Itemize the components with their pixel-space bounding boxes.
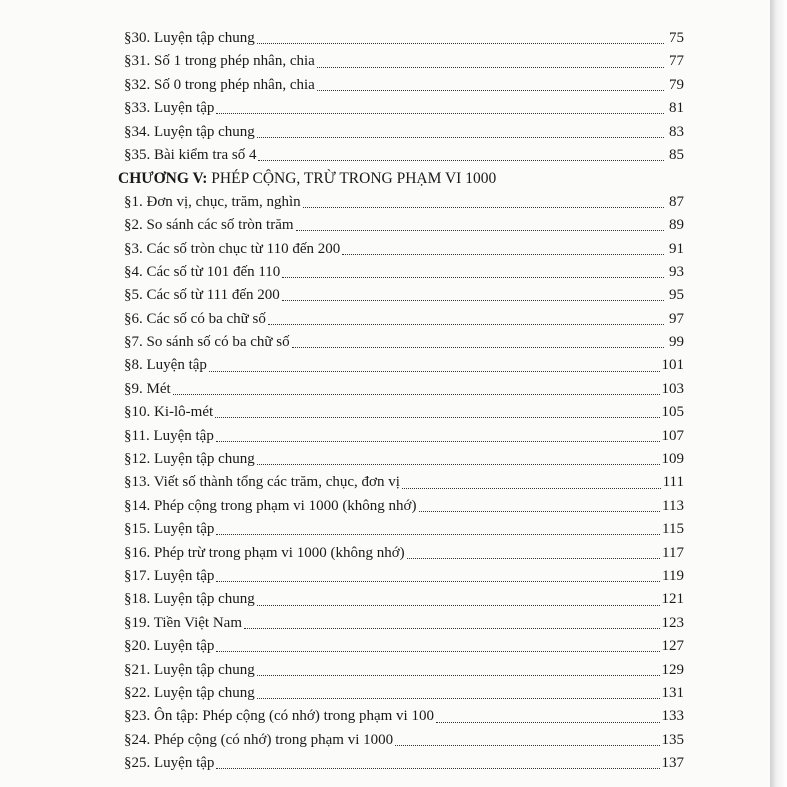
toc-entry [124,191,684,214]
dot-leader [257,464,660,465]
toc-entry-page-number: 111 [662,474,684,491]
toc-entry-page-number: 133 [661,708,684,725]
toc-entry [124,238,684,261]
dot-leader [395,745,659,746]
dot-leader [402,488,661,489]
toc-section-before [124,27,684,167]
chapter-prefix: CHƯƠNG V: [118,170,208,188]
toc-entry-page-number: 127 [661,638,684,655]
toc-entry-label: §18. Luyện tập chung [124,591,255,608]
dot-leader [419,511,661,512]
toc-entry-page-number: 129 [661,661,684,678]
toc-entry [124,752,684,775]
toc-entry-label: §22. Luyện tập chung [124,684,255,701]
toc-entry [124,729,684,752]
toc-entry [124,401,684,424]
toc-entry-page-number: 89 [669,217,684,234]
toc-entry-label: §17. Luyện tập [124,567,215,584]
toc-entry-page-number: 93 [669,263,684,280]
toc-entry-page-number: 79 [669,76,684,93]
toc-entry [124,214,684,237]
dot-leader [407,558,660,559]
toc-entry-label: §14. Phép cộng trong phạm vi 1000 (không nhớ) [124,497,417,514]
toc-entry-label: §5. Các số từ 111 đến 200 [124,287,280,304]
toc-entry [124,74,684,97]
toc-entry-label: §32. Số 0 trong phép nhân, chia [124,76,315,93]
chapter-heading [118,167,678,190]
dot-leader [257,675,660,676]
toc-entry [124,261,684,284]
dot-leader [216,534,660,535]
dot-leader [173,394,660,395]
toc-entry-label: §7. So sánh số có ba chữ số [124,334,290,351]
toc-entry [124,144,684,167]
dot-leader [292,347,664,348]
toc-entry [124,588,684,611]
toc-entry-label: §15. Luyện tập [124,521,215,538]
toc-entry-label: §12. Luyện tập chung [124,451,255,468]
toc-entry-label: §21. Luyện tập chung [124,661,255,678]
dot-leader [257,698,660,699]
toc-entry-page-number: 121 [661,591,684,608]
dot-leader [258,160,664,161]
dot-leader [282,300,664,301]
toc-entry [124,705,684,728]
dot-leader [282,277,664,278]
toc-entry [124,612,684,635]
toc-entry-page-number: 97 [669,310,684,327]
dot-leader [317,67,664,68]
dot-leader [296,230,664,231]
toc-entry-label: §11. Luyện tập [124,427,214,444]
toc-entry-page-number: 131 [661,684,684,701]
toc-entry [124,97,684,120]
dot-leader [268,324,664,325]
toc-entry-label: §19. Tiền Việt Nam [124,614,243,631]
toc-entry-page-number: 85 [669,146,684,163]
toc-entry-page-number: 105 [661,404,684,421]
page-edge-shadow [770,0,787,787]
dot-leader [215,417,659,418]
toc-entry-label: §9. Mét [124,380,171,397]
toc-entry [124,284,684,307]
dot-leader [317,90,664,91]
dot-leader [257,605,660,606]
toc-entry [124,682,684,705]
dot-leader [257,43,664,44]
toc-entry-page-number: 95 [669,287,684,304]
toc-entry-page-number: 87 [669,193,684,210]
toc-entry [124,308,684,331]
toc-entry-page-number: 77 [669,53,684,70]
dot-leader [216,581,660,582]
toc-entry-label: §35. Bài kiểm tra số 4 [124,146,257,163]
toc-entry-page-number: 75 [669,30,684,46]
toc-entry [124,542,684,565]
toc-section-after [124,191,684,776]
dot-leader [244,628,659,629]
toc-entry [124,354,684,377]
toc-entry-page-number: 123 [661,614,684,631]
toc-entry-label: §4. Các số từ 101 đến 110 [124,263,281,280]
toc-entry-page-number: 137 [661,755,684,772]
toc-entry-label: §23. Ôn tập: Phép cộng (có nhớ) trong phạm vi 100 [124,708,434,725]
dot-leader [216,441,660,442]
toc-entry [124,331,684,354]
toc-entry-page-number: 109 [661,451,684,468]
toc-entry-page-number: 103 [661,380,684,397]
toc-entry-label: §2. So sánh các số tròn trăm [124,217,294,234]
toc-entry [124,50,684,73]
toc-entry [124,635,684,658]
dot-leader [209,371,660,372]
toc-entry [124,425,684,448]
toc-entry-label: §13. Viết số thành tổng các trăm, chục, đơn vị [124,474,400,491]
toc-entry [124,565,684,588]
toc-entry [124,518,684,541]
toc-entry [124,27,684,50]
toc-entry-page-number: 107 [661,427,684,444]
toc-entry-label: §30. Luyện tập chung [124,30,255,46]
toc-entry-label: §16. Phép trừ trong phạm vi 1000 (không nhớ) [124,544,405,561]
toc-entry-label: §31. Số 1 trong phép nhân, chia [124,53,315,70]
toc-entry-page-number: 99 [669,334,684,351]
toc-entry-page-number: 115 [662,521,684,538]
toc-entry-label: §6. Các số có ba chữ số [124,310,266,327]
toc-entry-page-number: 117 [662,544,684,561]
toc-entry-label: §10. Ki-lô-mét [124,404,214,421]
toc-entry-label: §1. Đơn vị, chục, trăm, nghìn [124,193,301,210]
toc-entry [124,471,684,494]
toc-entry-page-number: 91 [669,240,684,257]
dot-leader [303,207,664,208]
chapter-title: PHÉP CỘNG, TRỪ TRONG PHẠM VI 1000 [207,170,497,188]
toc-entry-page-number: 101 [661,357,684,374]
toc-entry-label: §8. Luyện tập [124,357,207,374]
toc-entry [124,659,684,682]
toc-entry-page-number: 113 [662,497,684,514]
dot-leader [216,768,659,769]
toc-entry [124,378,684,401]
toc-entry [124,495,684,518]
dot-leader [257,137,664,138]
toc-entry-label: §25. Luyện tập [124,755,215,772]
toc-entry [124,448,684,471]
toc-entry-page-number: 119 [662,567,684,584]
table-of-contents [118,27,684,776]
toc-entry-label: §33. Luyện tập [124,100,215,117]
dot-leader [216,651,659,652]
toc-entry-page-number: 135 [661,731,684,748]
dot-leader [342,254,664,255]
dot-leader [436,722,660,723]
toc-entry-label: §34. Luyện tập chung [124,123,255,140]
toc-entry-label: §24. Phép cộng (có nhớ) trong phạm vi 1000 [124,731,394,748]
toc-entry [124,121,684,144]
dot-leader [216,113,664,114]
toc-entry-label: §3. Các số tròn chục từ 110 đến 200 [124,240,341,257]
toc-entry-label: §20. Luyện tập [124,638,215,655]
toc-entry-page-number: 83 [669,123,684,140]
toc-entry-page-number: 81 [669,100,684,117]
